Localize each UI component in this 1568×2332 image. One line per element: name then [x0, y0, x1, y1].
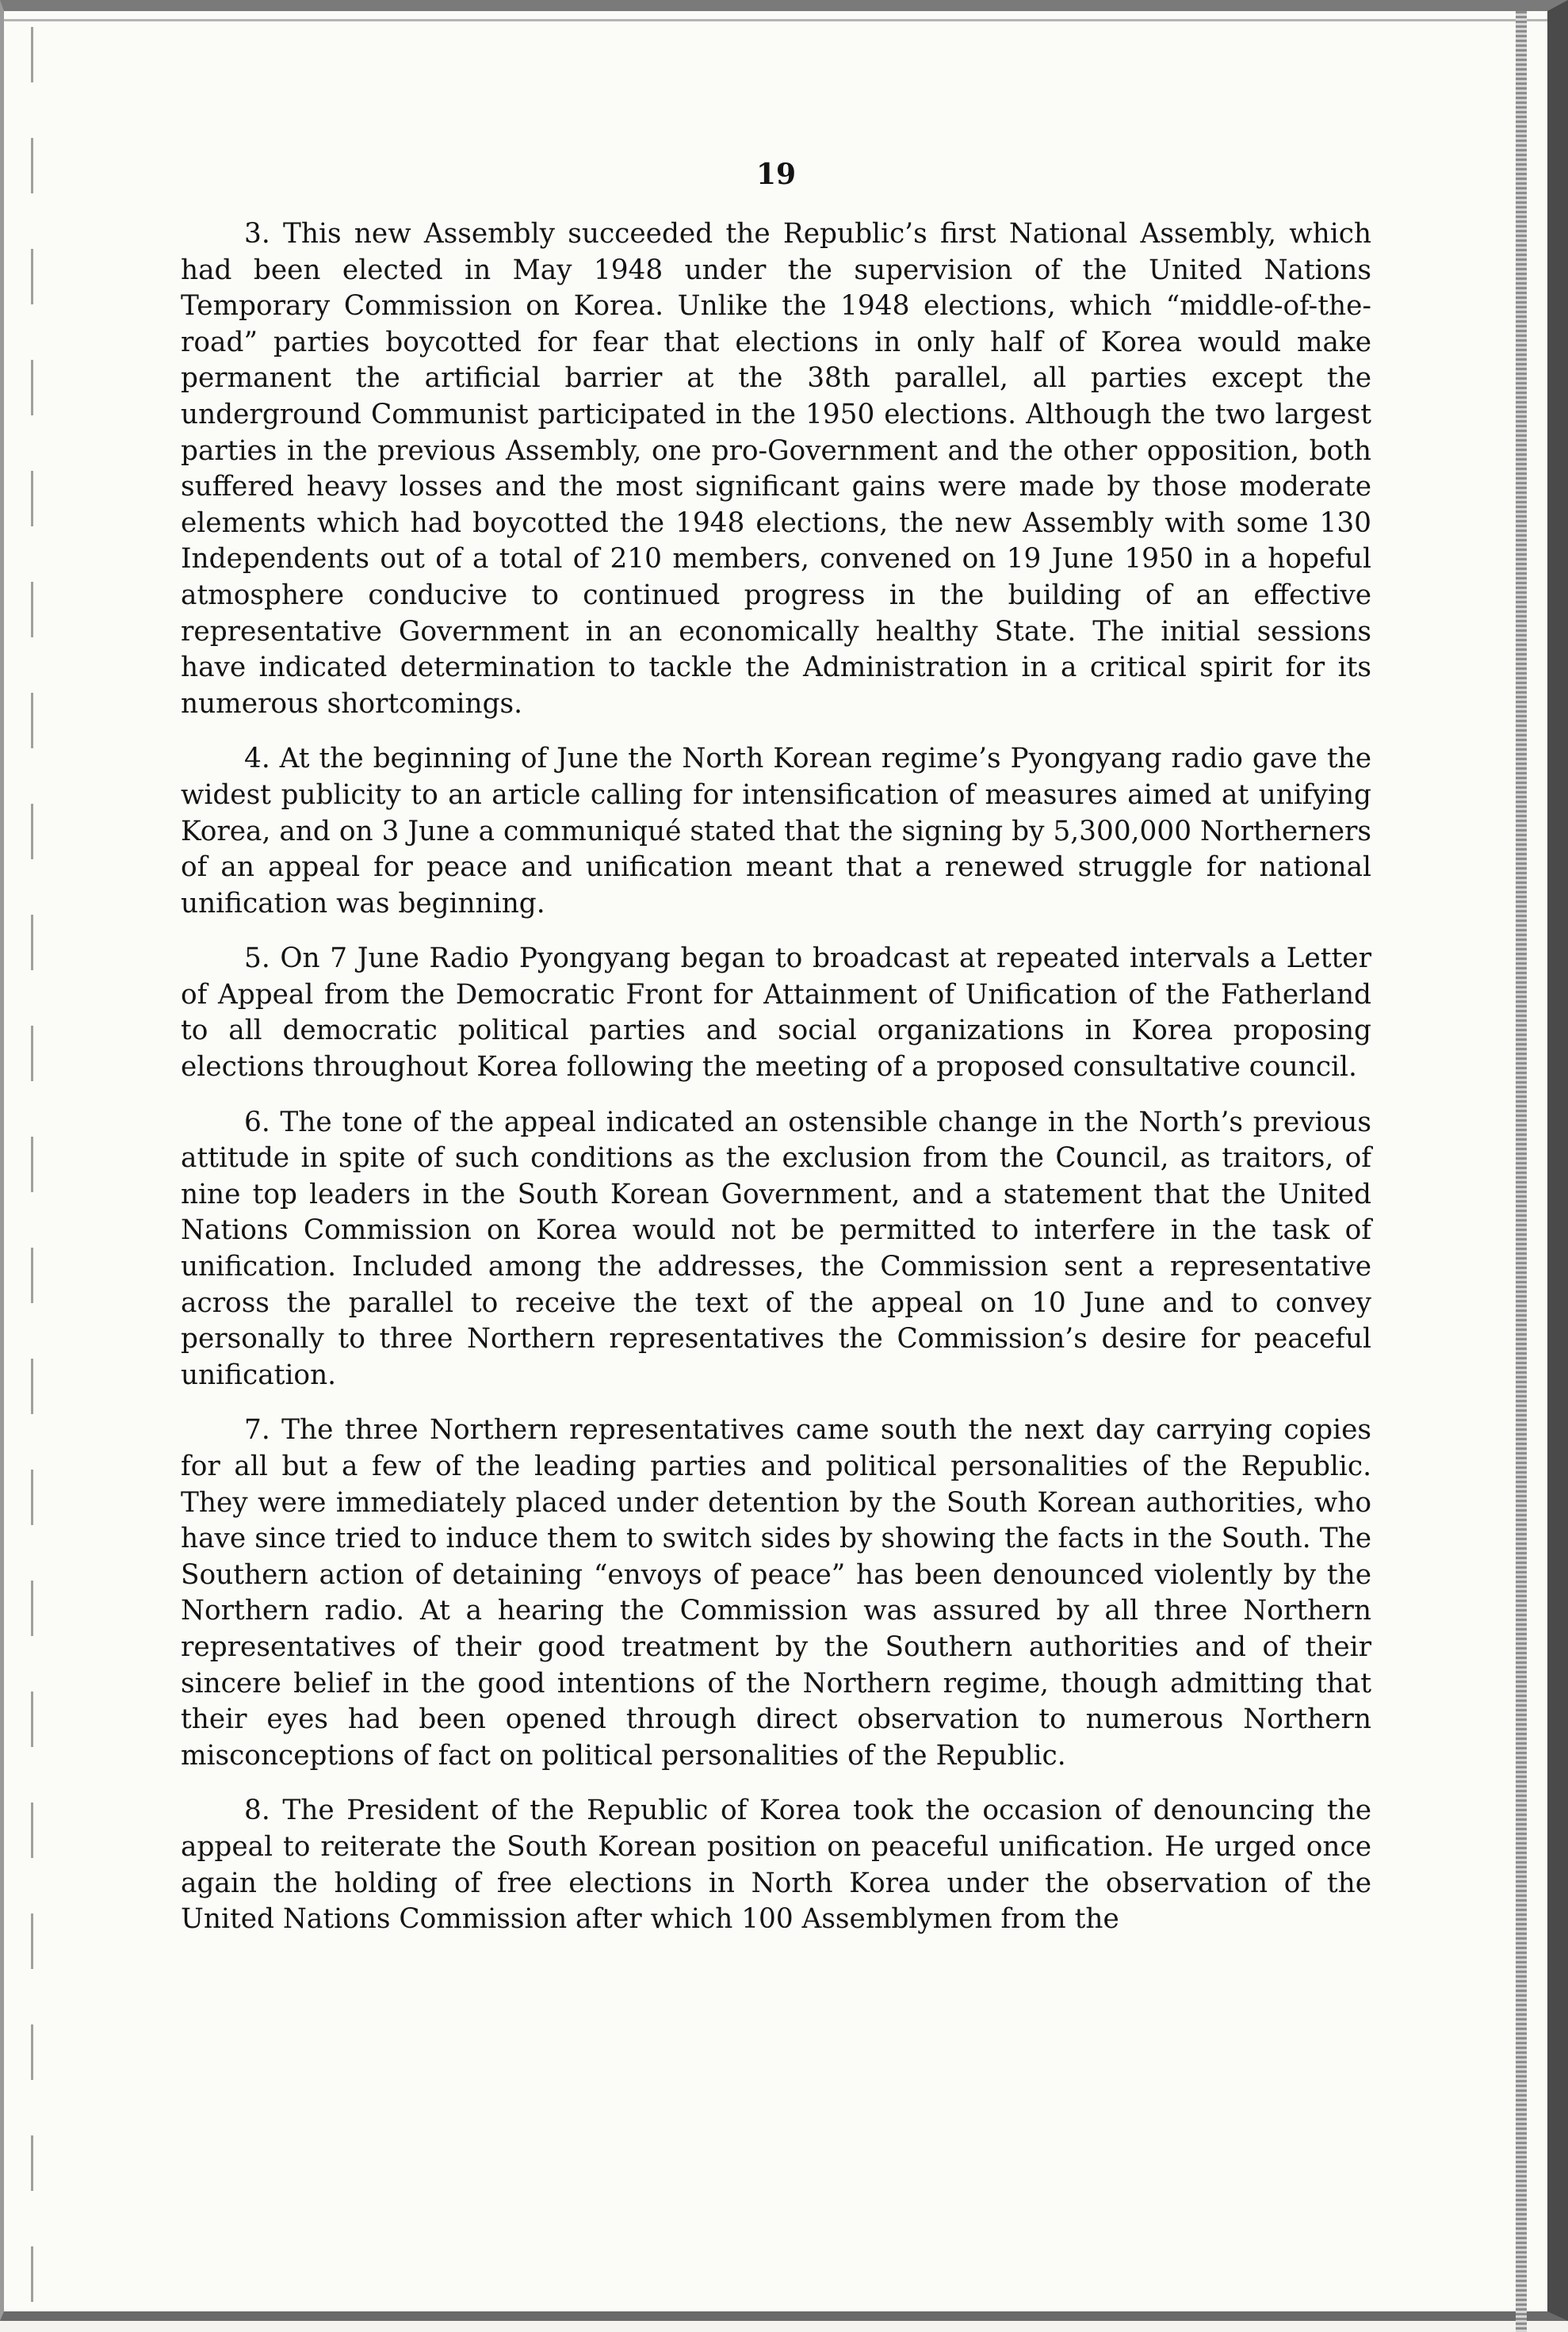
page-number: 19 — [755, 158, 797, 191]
paragraph-7: 7. The three Northern representatives came south the next day carrying copies for all but a few of the leading parties and political personalities of the Republic. They were immediately placed under detention by the South Korean authorities, who have since tried to induce them to switch sides by showing the facts in the South. The Southern action of detaining “envoys of peace” has been denounced violently by the Northern radio. At a hearing the Commission was assured by all three Northern representatives of their good treatment by the Southern authorities and of their sincere belief in the good intentions of the Northern regime, though admitting that their eyes had been opened through direct observation to numerous Northern misconceptions of fact on political personalities of the Republic. — [181, 1414, 1371, 1772]
page-content — [181, 159, 1371, 1938]
page-left-margin-marks — [31, 27, 33, 2310]
paragraph-3: 3. This new Assembly succeeded the Republic’s first National Assembly, which had been elected in May 1948 under the supervision of the United Nations Temporary Commission on Korea. Unlike the 1948 elections, which “middle-of-the-road” parties boycotted for fear that elections in only half of Korea would make permanent the artificial barrier at the 38th parallel, all parties except the underground Communist participated in the 1950 elections. Although the two largest parties in the previous Assembly, one pro-Government and the other opposition, both suffered heavy losses and the most significant gains were made by those moderate elements which had boycotted the 1948 elections, the new Assembly with some 130 Independents out of a total of 210 members, convened on 19 June 1950 in a hopeful atmosphere conducive to continued progress in the building of an effective representative Government in an economically healthy State. The initial sessions have indicated determination to tackle the Administration in a critical spirit for its numerous shortcomings. — [181, 218, 1371, 720]
paragraph-8: 8. The President of the Republic of Korea took the occasion of denouncing the appeal to reiterate the South Korean position on peaceful unification. He urged once again the holding of free elections in North Korea under the observation of the United Nations Commission after which 100 Assemblymen from the — [181, 1795, 1371, 1936]
page-binding-edge — [1516, 11, 1527, 2332]
paragraph-6: 6. The tone of the appeal indicated an ostensible change in the North’s previous attitude in spite of such conditions as the exclusion from the Council, as traitors, of nine top leaders in the South Korean Government, and a statement that the United Nations Commission on Korea would not be permitted to interfere in the task of unification. Included among the addresses, the Commission sent a representative across the parallel to receive the text of the appeal on 10 June and to convey personally to three Northern representatives the Commission’s desire for peaceful unification. — [181, 1106, 1371, 1391]
paragraph-5: 5. On 7 June Radio Pyongyang began to broadcast at repeated intervals a Letter of Appeal from the Democratic Front for Attainment of Unification of the Fatherland to all democratic political parties and social organizations in Korea proposing elections throughout Korea following the meeting of a proposed consultative council. — [181, 942, 1371, 1084]
paragraph-4: 4. At the beginning of June the North Korean regime’s Pyongyang radio gave the widest publicity to an article calling for intensification of measures aimed at unifying Korea, and on 3 June a communiqué stated that the signing by 5,300,000 Northerners of an appeal for peace and unification meant that a renewed struggle for national unification was beginning. — [181, 743, 1371, 919]
